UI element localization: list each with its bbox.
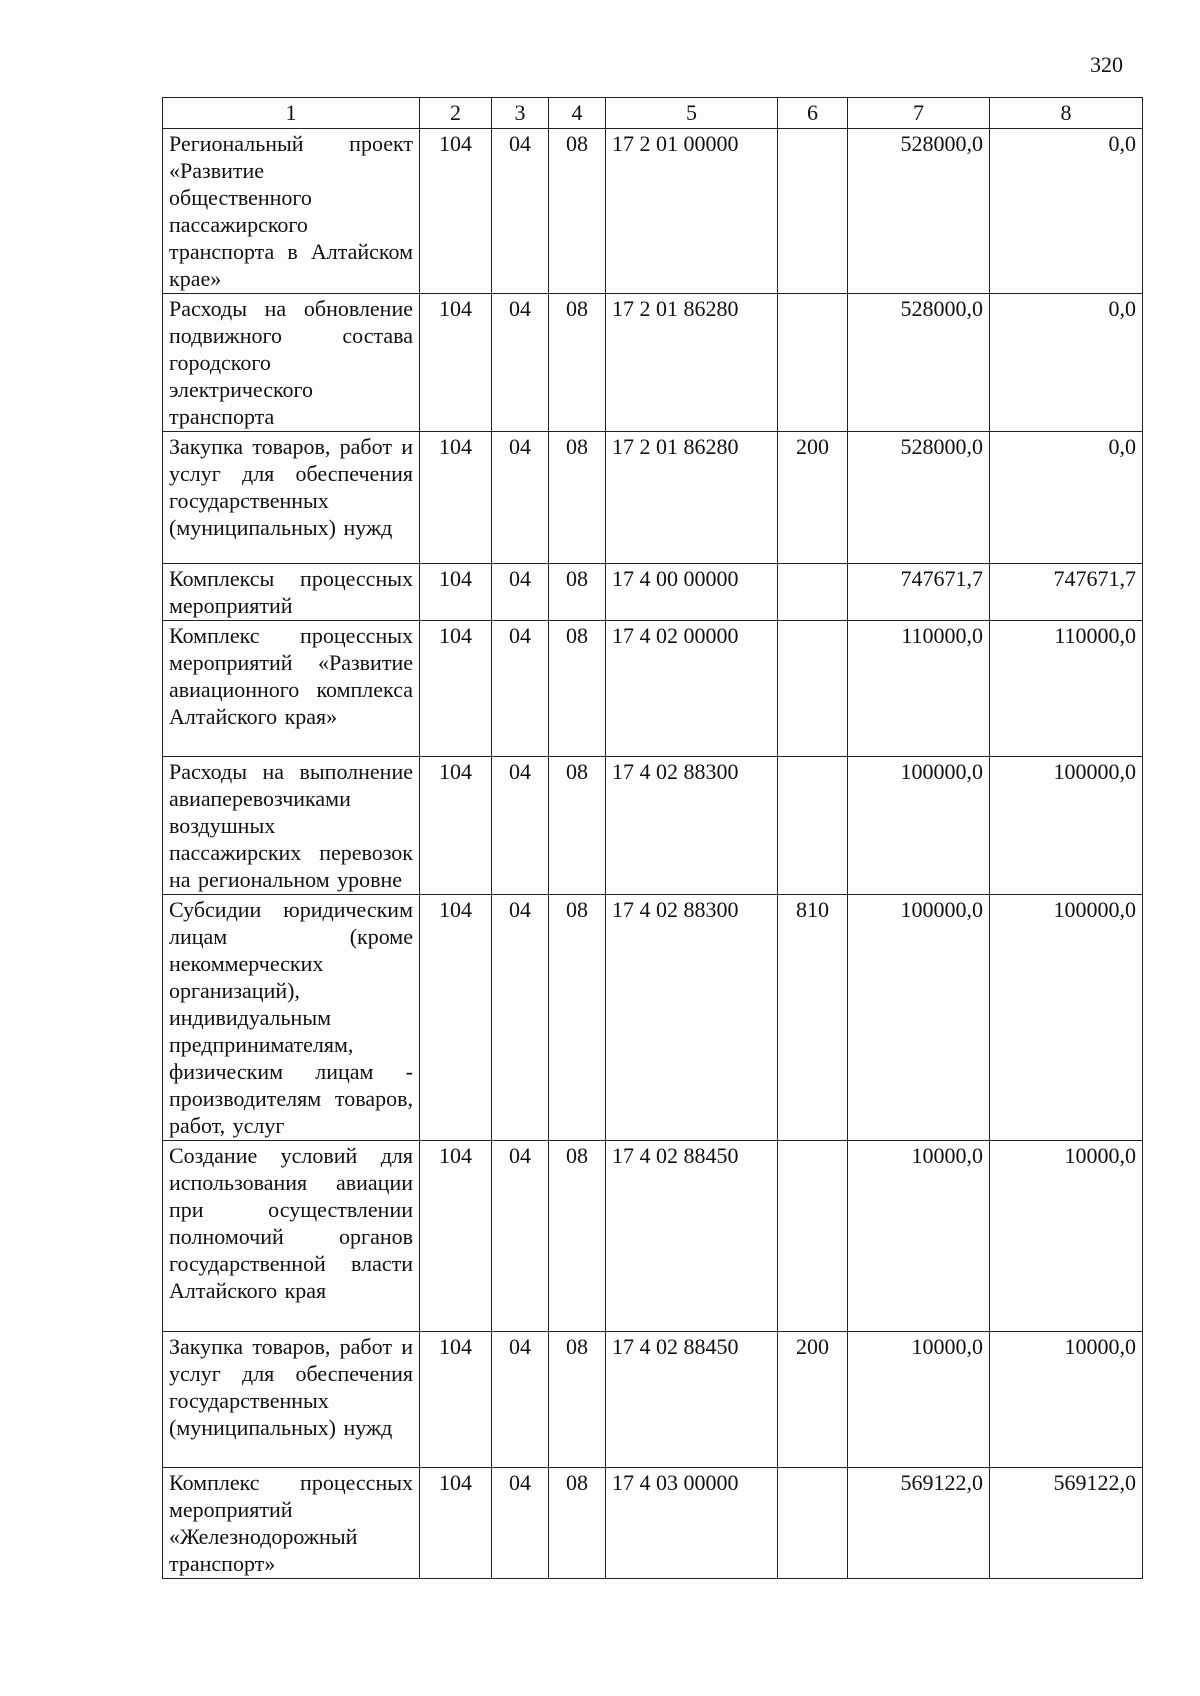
row-subsection-code: 08 <box>549 1141 606 1332</box>
row-admin-code: 104 <box>420 621 492 757</box>
row-expense-type: 200 <box>778 432 848 564</box>
row-expense-type <box>778 1468 848 1579</box>
row-target-code: 17 4 00 00000 <box>606 564 778 621</box>
row-target-code: 17 4 02 88450 <box>606 1332 778 1468</box>
row-section-code: 04 <box>492 1141 549 1332</box>
row-expense-type <box>778 621 848 757</box>
row-target-code: 17 4 02 88450 <box>606 1141 778 1332</box>
row-section-code: 04 <box>492 564 549 621</box>
table-header-row <box>163 98 1143 129</box>
row-amount-col8: 10000,0 <box>990 1141 1143 1332</box>
table-row <box>163 432 1143 564</box>
table-row <box>163 621 1143 757</box>
table-row <box>163 757 1143 895</box>
row-amount-col8: 100000,0 <box>990 757 1143 895</box>
row-amount-col8: 747671,7 <box>990 564 1143 621</box>
table-row <box>163 1141 1143 1332</box>
row-target-code: 17 2 01 86280 <box>606 432 778 564</box>
row-target-code: 17 4 03 00000 <box>606 1468 778 1579</box>
row-admin-code: 104 <box>420 1468 492 1579</box>
row-section-code: 04 <box>492 757 549 895</box>
table-row <box>163 1468 1143 1579</box>
row-target-code: 17 4 02 88300 <box>606 757 778 895</box>
row-expense-type: 810 <box>778 895 848 1141</box>
table-row <box>163 564 1143 621</box>
column-header: 4 <box>549 98 606 129</box>
row-amount-col7: 100000,0 <box>848 895 990 1141</box>
table-row <box>163 1332 1143 1468</box>
row-amount-col8: 0,0 <box>990 129 1143 294</box>
row-admin-code: 104 <box>420 564 492 621</box>
row-subsection-code: 08 <box>549 432 606 564</box>
row-target-code: 17 4 02 00000 <box>606 621 778 757</box>
table-row <box>163 895 1143 1141</box>
row-amount-col7: 528000,0 <box>848 294 990 432</box>
row-section-code: 04 <box>492 294 549 432</box>
column-header: 3 <box>492 98 549 129</box>
row-name: Региональный проект «Развитие общественного пассажирского транспорта в Алтайском крае» <box>163 129 420 294</box>
row-amount-col7: 110000,0 <box>848 621 990 757</box>
row-amount-col7: 100000,0 <box>848 757 990 895</box>
page-number: 320 <box>1090 52 1123 77</box>
row-amount-col7: 747671,7 <box>848 564 990 621</box>
row-amount-col7: 10000,0 <box>848 1332 990 1468</box>
row-section-code: 04 <box>492 1332 549 1468</box>
row-amount-col8: 110000,0 <box>990 621 1143 757</box>
row-amount-col7: 569122,0 <box>848 1468 990 1579</box>
row-name: Комплекс процессных мероприятий «Развитие авиационного комплекса Алтайского края» <box>163 621 420 757</box>
row-amount-col8: 0,0 <box>990 294 1143 432</box>
column-header: 7 <box>848 98 990 129</box>
row-admin-code: 104 <box>420 1141 492 1332</box>
budget-table <box>162 97 1143 1579</box>
row-name: Расходы на обновление подвижного состава городского электрического транспорта <box>163 294 420 432</box>
row-expense-type <box>778 564 848 621</box>
row-subsection-code: 08 <box>549 621 606 757</box>
row-admin-code: 104 <box>420 757 492 895</box>
row-amount-col8: 569122,0 <box>990 1468 1143 1579</box>
row-admin-code: 104 <box>420 129 492 294</box>
row-name: Субсидии юридическим лицам (кроме некоммерческих организаций), индивидуальным предпринимателям, физическим лицам - производителям товаров, работ, услуг <box>163 895 420 1141</box>
row-subsection-code: 08 <box>549 564 606 621</box>
row-subsection-code: 08 <box>549 1468 606 1579</box>
row-name: Закупка товаров, работ и услуг для обеспечения государственных (муниципальных) нужд <box>163 1332 420 1468</box>
row-section-code: 04 <box>492 621 549 757</box>
row-name: Расходы на выполнение авиаперевозчиками воздушных пассажирских перевозок на региональном уровне <box>163 757 420 895</box>
row-amount-col7: 528000,0 <box>848 129 990 294</box>
row-subsection-code: 08 <box>549 294 606 432</box>
row-subsection-code: 08 <box>549 895 606 1141</box>
table-row <box>163 129 1143 294</box>
row-name: Закупка товаров, работ и услуг для обеспечения государственных (муниципальных) нужд <box>163 432 420 564</box>
row-name: Комплекс процессных мероприятий «Железнодорожный транспорт» <box>163 1468 420 1579</box>
table-row <box>163 294 1143 432</box>
row-admin-code: 104 <box>420 1332 492 1468</box>
row-expense-type <box>778 1141 848 1332</box>
row-expense-type: 200 <box>778 1332 848 1468</box>
row-admin-code: 104 <box>420 294 492 432</box>
row-section-code: 04 <box>492 129 549 294</box>
row-target-code: 17 4 02 88300 <box>606 895 778 1141</box>
row-admin-code: 104 <box>420 432 492 564</box>
row-amount-col7: 10000,0 <box>848 1141 990 1332</box>
column-header: 8 <box>990 98 1143 129</box>
row-expense-type <box>778 757 848 895</box>
row-amount-col8: 0,0 <box>990 432 1143 564</box>
row-target-code: 17 2 01 00000 <box>606 129 778 294</box>
column-header: 2 <box>420 98 492 129</box>
row-name: Комплексы процессных мероприятий <box>163 564 420 621</box>
row-subsection-code: 08 <box>549 1332 606 1468</box>
column-header: 5 <box>606 98 778 129</box>
row-amount-col7: 528000,0 <box>848 432 990 564</box>
row-name: Создание условий для использования авиации при осуществлении полномочий органов государственной власти Алтайского края <box>163 1141 420 1332</box>
row-expense-type <box>778 129 848 294</box>
row-section-code: 04 <box>492 895 549 1141</box>
row-target-code: 17 2 01 86280 <box>606 294 778 432</box>
row-amount-col8: 100000,0 <box>990 895 1143 1141</box>
row-amount-col8: 10000,0 <box>990 1332 1143 1468</box>
row-expense-type <box>778 294 848 432</box>
row-subsection-code: 08 <box>549 757 606 895</box>
row-subsection-code: 08 <box>549 129 606 294</box>
column-header: 6 <box>778 98 848 129</box>
row-section-code: 04 <box>492 432 549 564</box>
column-header: 1 <box>163 98 420 129</box>
row-admin-code: 104 <box>420 895 492 1141</box>
row-section-code: 04 <box>492 1468 549 1579</box>
